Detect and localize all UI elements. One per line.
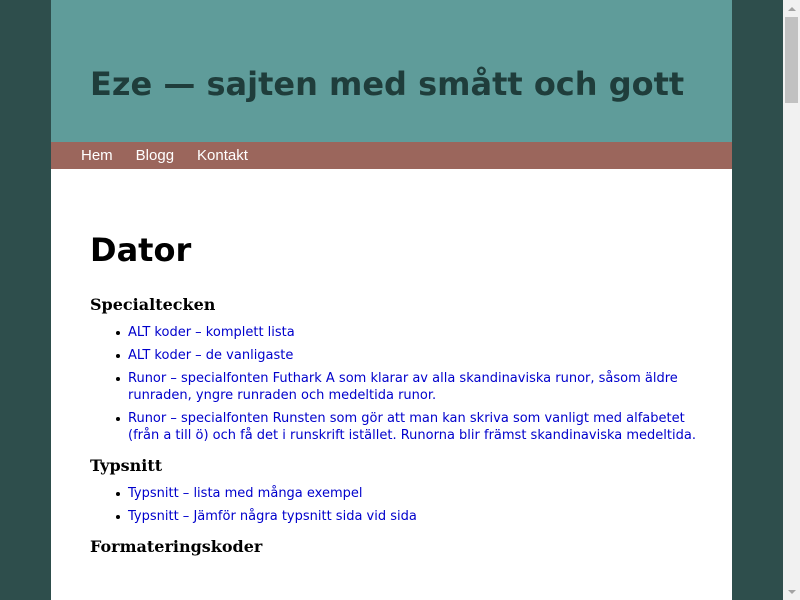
site-title: Eze — sajten med smått och gott [90,65,685,103]
section-heading-formateringskoder: Formateringskoder [90,537,263,556]
link-alt-koder-vanligaste[interactable]: ALT koder – de vanligaste [128,348,294,363]
page-container [51,0,732,600]
link-runor-futhark[interactable]: Runor – specialfonten Futhark A som klarar av alla skandinaviska runor, såsom äldre runraden, yngre runraden och medeltida runor. [128,371,678,403]
site-header [51,0,732,142]
link-list-specialtecken [90,324,696,444]
list-item [128,370,698,404]
main-nav [51,142,732,169]
link-list-typsnitt [90,485,693,525]
nav-item-blogg[interactable]: Blogg [135,147,175,164]
list-item [128,410,698,444]
link-runor-runsten[interactable]: Runor – specialfonten Runsten som gör att man kan skriva som vanligt med alfabetet (från a till ö) och få det i runskrift istället. Runorna blir främst skandinaviska medeltida. [128,411,696,443]
list-item [128,485,698,502]
scroll-down-arrow-icon[interactable] [783,583,800,600]
link-alt-koder-komplett[interactable]: ALT koder – komplett lista [128,325,295,340]
section-heading-specialtecken: Specialtecken [90,295,216,314]
scroll-up-arrow-icon[interactable] [783,0,800,17]
nav-item-kontakt[interactable]: Kontakt [197,147,248,164]
scrollbar-thumb[interactable] [785,17,798,103]
link-typsnitt-lista[interactable]: Typsnitt – lista med många exempel [128,486,363,501]
list-item [128,324,698,341]
link-typsnitt-jamfor[interactable]: Typsnitt – Jämför några typsnitt sida vid sida [128,509,417,524]
main-content [51,231,732,557]
nav-item-hem[interactable]: Hem [81,147,113,164]
section-heading-typsnitt: Typsnitt [90,456,163,475]
list-item [128,508,698,525]
page-title: Dator [90,231,192,269]
vertical-scrollbar[interactable] [783,0,800,600]
list-item [128,347,698,364]
